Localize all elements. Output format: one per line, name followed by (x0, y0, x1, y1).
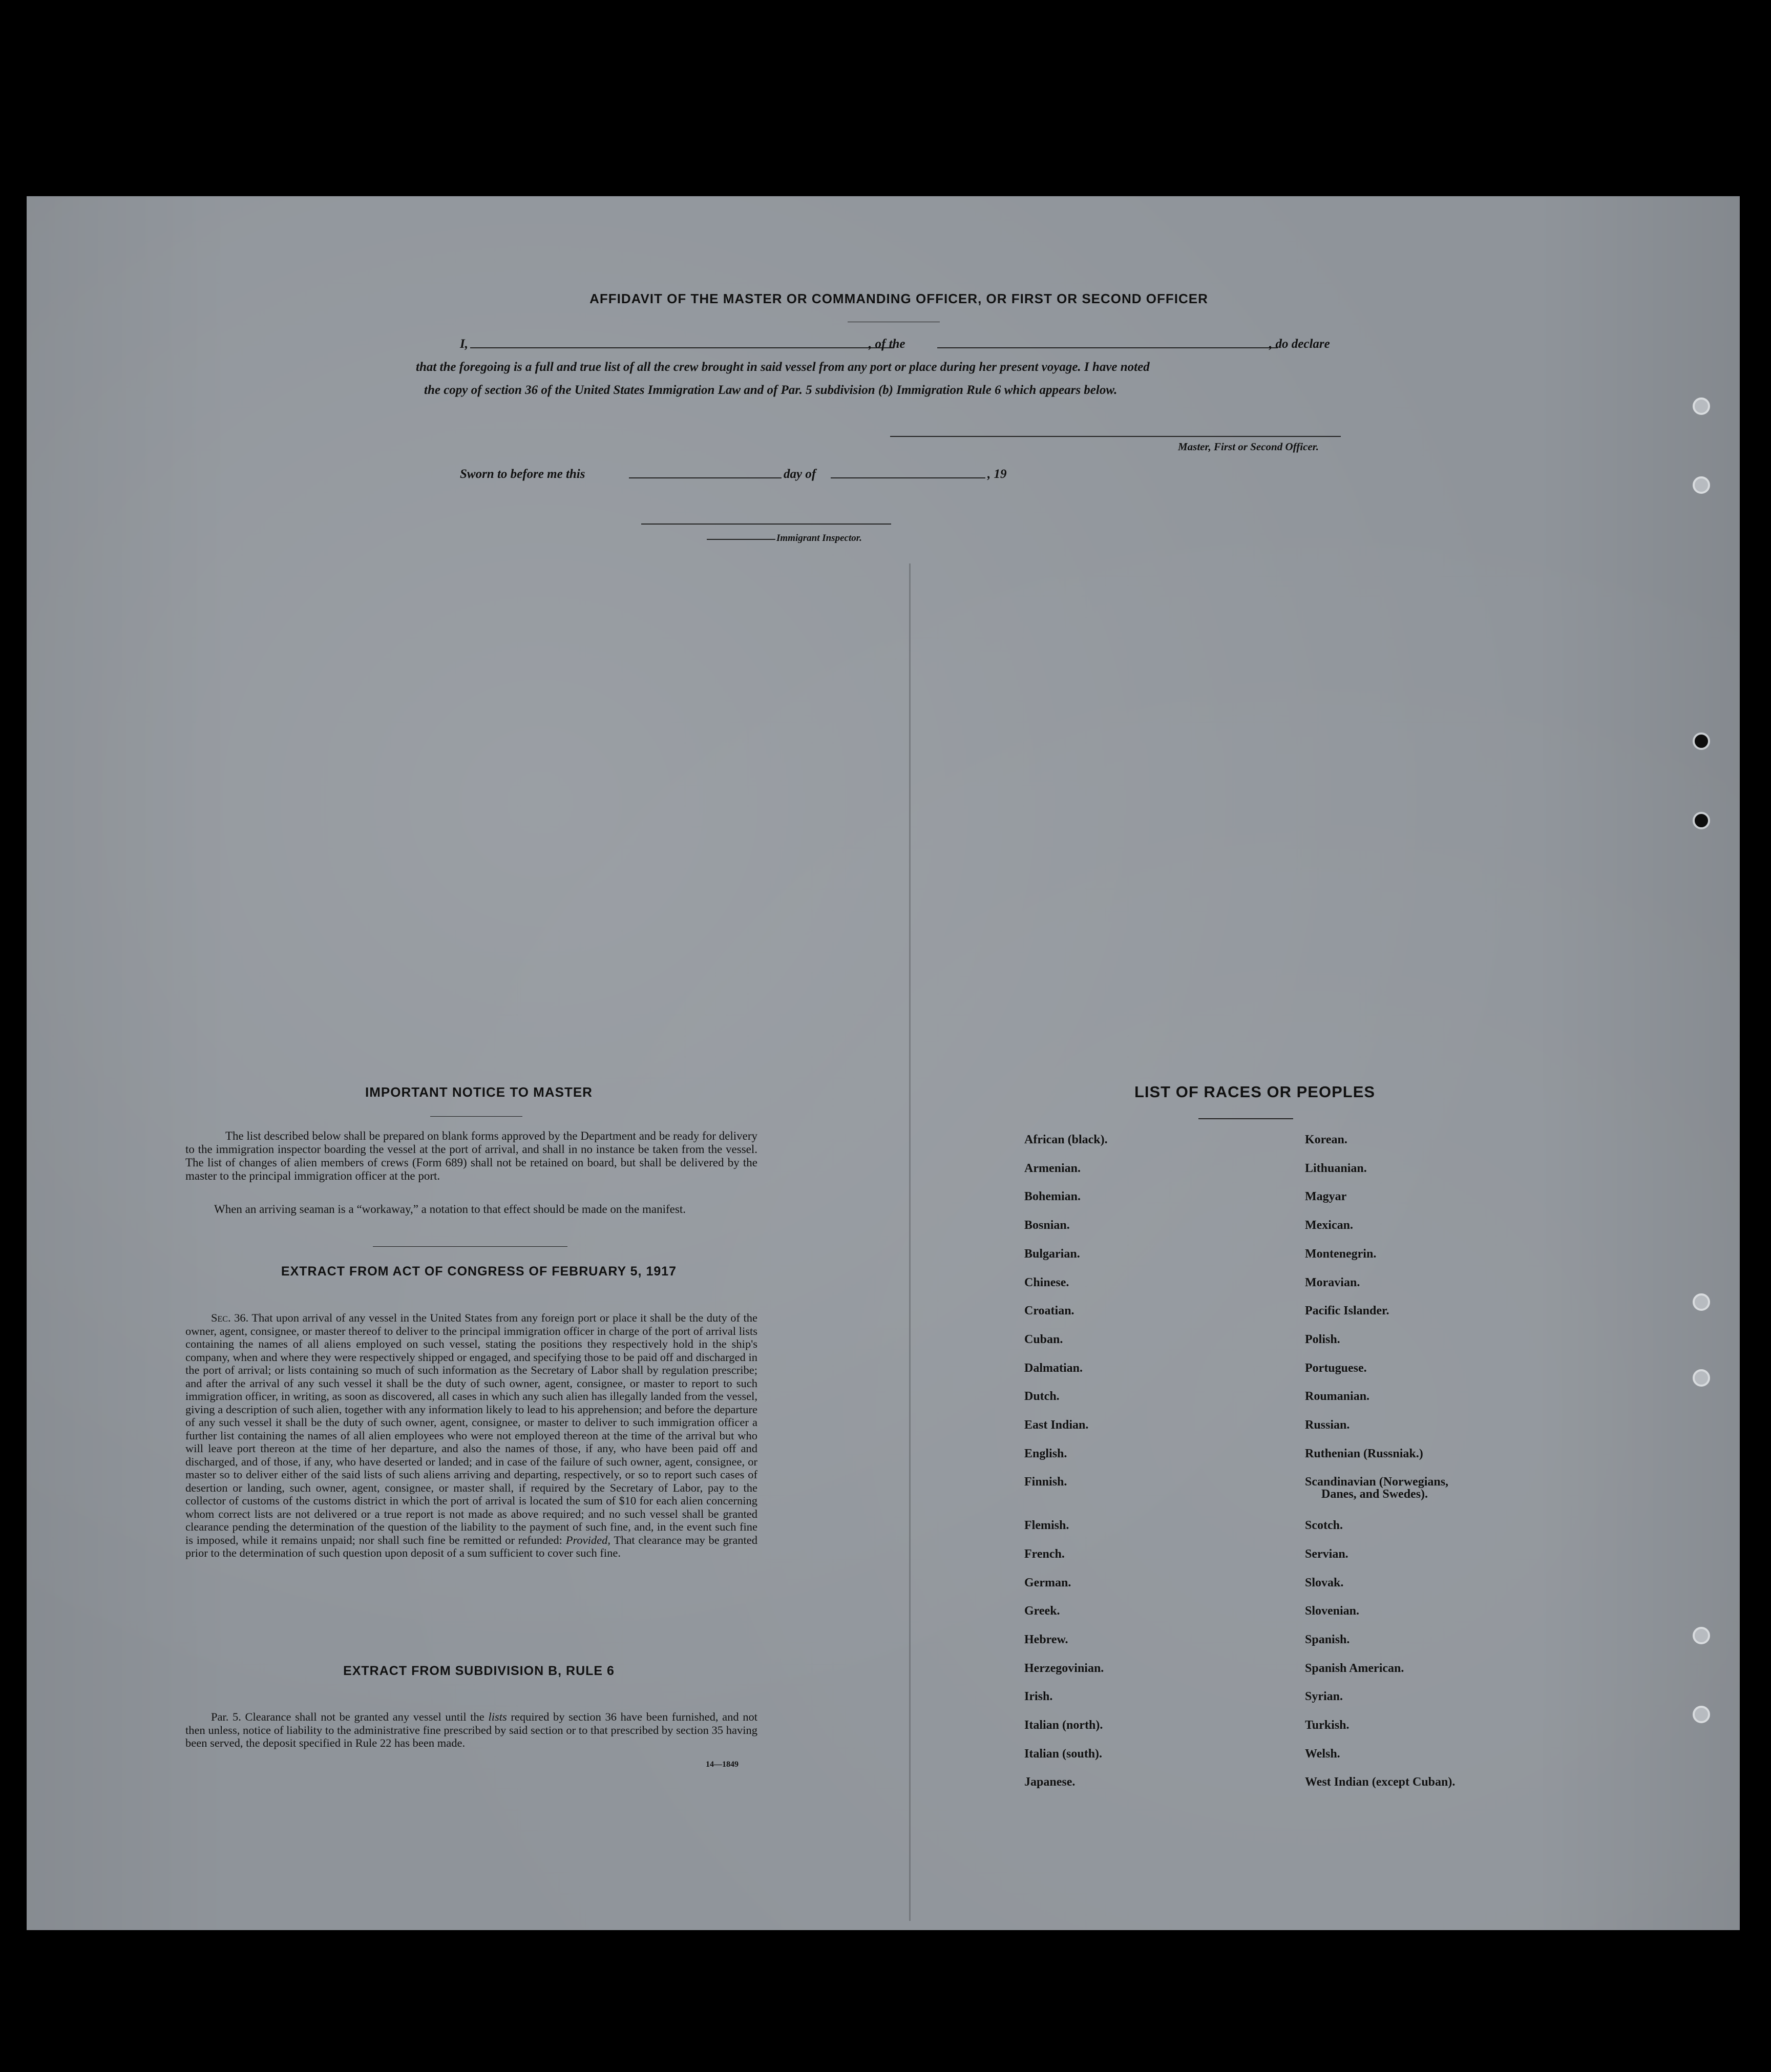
race-item: East Indian. (1024, 1418, 1089, 1432)
race-item: Roumanian. (1305, 1390, 1370, 1404)
race-item: Bosnian. (1024, 1219, 1070, 1232)
provided-label: Provided, (565, 1533, 610, 1546)
race-item: Greek. (1024, 1604, 1060, 1618)
race-item: Ruthenian (Russniak.) (1305, 1447, 1423, 1460)
race-item: Servian. (1305, 1547, 1348, 1561)
inspector-signature-line[interactable] (641, 524, 891, 525)
race-item: Scotch. (1305, 1519, 1343, 1533)
race-item: Dalmatian. (1024, 1361, 1083, 1375)
race-item: Mexican. (1305, 1219, 1353, 1232)
rule-text-b: required by section 36 have been furnished, and not then unless, notice of liability to the administrative fine prescribed by said section or to that prescribed by section 35 having been served, the deposit specified in Rule 22 has been made. (185, 1710, 758, 1749)
races-title-rule (1198, 1118, 1293, 1119)
notice-title: IMPORTANT NOTICE TO MASTER (365, 1084, 593, 1100)
act-text-end: That clearance may be granted prior to the determination of such question upon deposit of a sum sufficient to cover such fine. (185, 1533, 758, 1559)
race-item: Spanish. (1305, 1633, 1350, 1646)
race-item: African (black). (1024, 1133, 1108, 1146)
act-extract-title: EXTRACT FROM ACT OF CONGRESS OF FEBRUARY 5, 1917 (281, 1264, 677, 1279)
races-title: LIST OF RACES OR PEOPLES (1134, 1083, 1376, 1101)
race-item: Hebrew. (1024, 1633, 1068, 1646)
race-item: Irish. (1024, 1690, 1053, 1704)
race-item: Finnish. (1024, 1475, 1067, 1489)
affidavit-line-2: that the foregoing is a full and true list of all the crew brought in said vessel from any port or place during her present voyage. I have noted (416, 360, 1150, 374)
master-signature-label: Master, First or Second Officer. (1178, 441, 1319, 453)
binder-hole-7 (1693, 1627, 1710, 1644)
act-text: That upon arrival of any vessel in the United States from any foreign port or place it shall be the duty of the owner, agent, consignee, or master thereof to deliver to the principal immigration officer in charge of the port of arrival lists containing the names of all aliens employed on such vessel, stating the positions they respectively hold in the ship's company, when and where they were respectively shipped or engaged, and specifying those to be paid off and discharged in the port of arrival; or lists containing so much of such information as the Secretary of Labor shall by regulation prescribe; and after the arrival of any such vessel it shall be the duty of such owner, agent, consignee, or master to report to such immigration officer, in writing, as soon as discovered, all cases in which any such alien has illegally landed from the vessel, giving a description of such alien, together with any information likely to lead to his apprehension; and before the departure of any such vessel it shall be the duty of such owner, agent, consignee, or master to deliver to such immigration officer a further list containing the names of all alien employees who were not employed thereon at the time of the arrival but who will leave port thereon at the time of her departure, and also the names of those, if any, who have been paid off and discharged, and of those, if any, who have deserted or landed; and in case of the failure of such owner, agent, consignee, or master so to deliver either of the said lists of such aliens arriving and departing, respectively, or so to report such cases of desertion or landing, such owner, agent, consignee, or master shall, if required by the Secretary of Labor, pay to the collector of customs of the customs district in which the port of arrival is located the sum of $10 for each alien concerning whom correct lists are not delivered or a true report is not made as above required; and no such vessel shall be granted clearance pending the determination of the question of the liability to the payment of such fine, and, in the event such fine is imposed, while it remains unpaid; nor shall such fine be remitted or refunded: (185, 1311, 757, 1546)
race-item: Montenegrin. (1305, 1247, 1377, 1261)
master-signature-line[interactable] (890, 436, 1341, 437)
rule-text-a: Par. 5. Clearance shall not be granted any vessel until the (211, 1710, 484, 1723)
affidavit-do-declare: , do declare (1269, 337, 1330, 351)
name-blank[interactable] (470, 347, 894, 348)
race-item: Bulgarian. (1024, 1247, 1080, 1261)
race-item: Slovak. (1305, 1576, 1344, 1589)
race-item: Pacific Islander. (1305, 1304, 1389, 1318)
race-item: Korean. (1305, 1133, 1347, 1146)
vessel-blank[interactable] (937, 347, 1278, 348)
race-item: Welsh. (1305, 1747, 1340, 1761)
race-item: Russian. (1305, 1418, 1350, 1432)
race-item: Slovenian. (1305, 1604, 1360, 1618)
race-item: Croatian. (1024, 1304, 1074, 1318)
notice-paragraph-1: The list described below shall be prepared on blank forms approved by the Department and be ready for delivery to the immigration inspector boarding the vessel at the port of arrival, and shall in no instance be taken from the vessel. The list of changes of alien members of crews (Form 689) shall not be retained on board, but shall be delivered by the master to the principal immigration officer at the port. (185, 1129, 757, 1182)
lists-label: lists (488, 1710, 507, 1723)
affidavit-line-3: the copy of section 36 of the United States Immigration Law and of Par. 5 subdivision (b) Immigration Rule 6 which appears below. (424, 383, 1118, 397)
race-item: Polish. (1305, 1332, 1340, 1346)
race-item: Chinese. (1024, 1275, 1069, 1289)
race-item: Portuguese. (1305, 1361, 1367, 1375)
binder-hole-2 (1693, 476, 1710, 494)
race-item: West Indian (except Cuban). (1305, 1775, 1456, 1789)
race-item: Spanish American. (1305, 1661, 1404, 1675)
rule-extract-text (185, 1710, 757, 1750)
sworn-label: Sworn to before me this (460, 467, 585, 481)
year-label: , 19 (987, 467, 1007, 481)
affidavit-title: AFFIDAVIT OF THE MASTER OR COMMANDING OFFICER, OR FIRST OR SECOND OFFICER (589, 291, 1208, 306)
inspector-prefix-line (707, 539, 775, 540)
binder-hole-3 (1693, 732, 1710, 750)
race-item: French. (1024, 1547, 1065, 1561)
form-number: 14—1849 (706, 1760, 739, 1769)
race-item: Bohemian. (1024, 1190, 1081, 1204)
race-item: Magyar (1305, 1190, 1347, 1204)
notice-paragraph-2: When an arriving seaman is a “workaway,” a notation to that effect should be made on the manifest. (214, 1203, 686, 1216)
race-item: Cuban. (1024, 1332, 1063, 1346)
race-item-continuation: Danes, and Swedes). (1321, 1488, 1428, 1501)
notice-title-rule (430, 1116, 522, 1117)
notice-divider (373, 1246, 567, 1247)
inspector-label: Immigrant Inspector. (776, 533, 862, 543)
binder-hole-1 (1693, 397, 1710, 415)
race-item: Turkish. (1305, 1719, 1350, 1732)
affidavit-of-the: , of the (869, 337, 905, 351)
rule-extract-title: EXTRACT FROM SUBDIVISION B, RULE 6 (343, 1664, 615, 1678)
race-item: Lithuanian. (1305, 1161, 1367, 1175)
day-of-label: day of (784, 467, 816, 481)
race-item: Italian (north). (1024, 1719, 1103, 1732)
race-item: Dutch. (1024, 1390, 1060, 1404)
race-item: Scandinavian (Norwegians, (1305, 1475, 1449, 1489)
fold-line (909, 563, 911, 1921)
race-item: Armenian. (1024, 1161, 1081, 1175)
race-item: Japanese. (1024, 1775, 1076, 1789)
sworn-month-blank[interactable] (831, 477, 985, 478)
binder-hole-4 (1693, 812, 1710, 829)
race-item: Flemish. (1024, 1519, 1069, 1533)
affidavit-i: I, (460, 337, 468, 351)
binder-hole-8 (1693, 1706, 1710, 1723)
race-item: English. (1024, 1447, 1067, 1460)
race-item: Italian (south). (1024, 1747, 1103, 1761)
binder-hole-6 (1693, 1369, 1710, 1387)
race-item: German. (1024, 1576, 1071, 1589)
sworn-day-blank[interactable] (629, 477, 782, 478)
race-item: Moravian. (1305, 1275, 1360, 1289)
race-item: Herzegovinian. (1024, 1661, 1104, 1675)
race-item: Syrian. (1305, 1690, 1343, 1704)
binder-hole-5 (1693, 1293, 1710, 1311)
section-label: Sec. 36. (211, 1311, 249, 1324)
act-extract-text (185, 1311, 757, 1560)
